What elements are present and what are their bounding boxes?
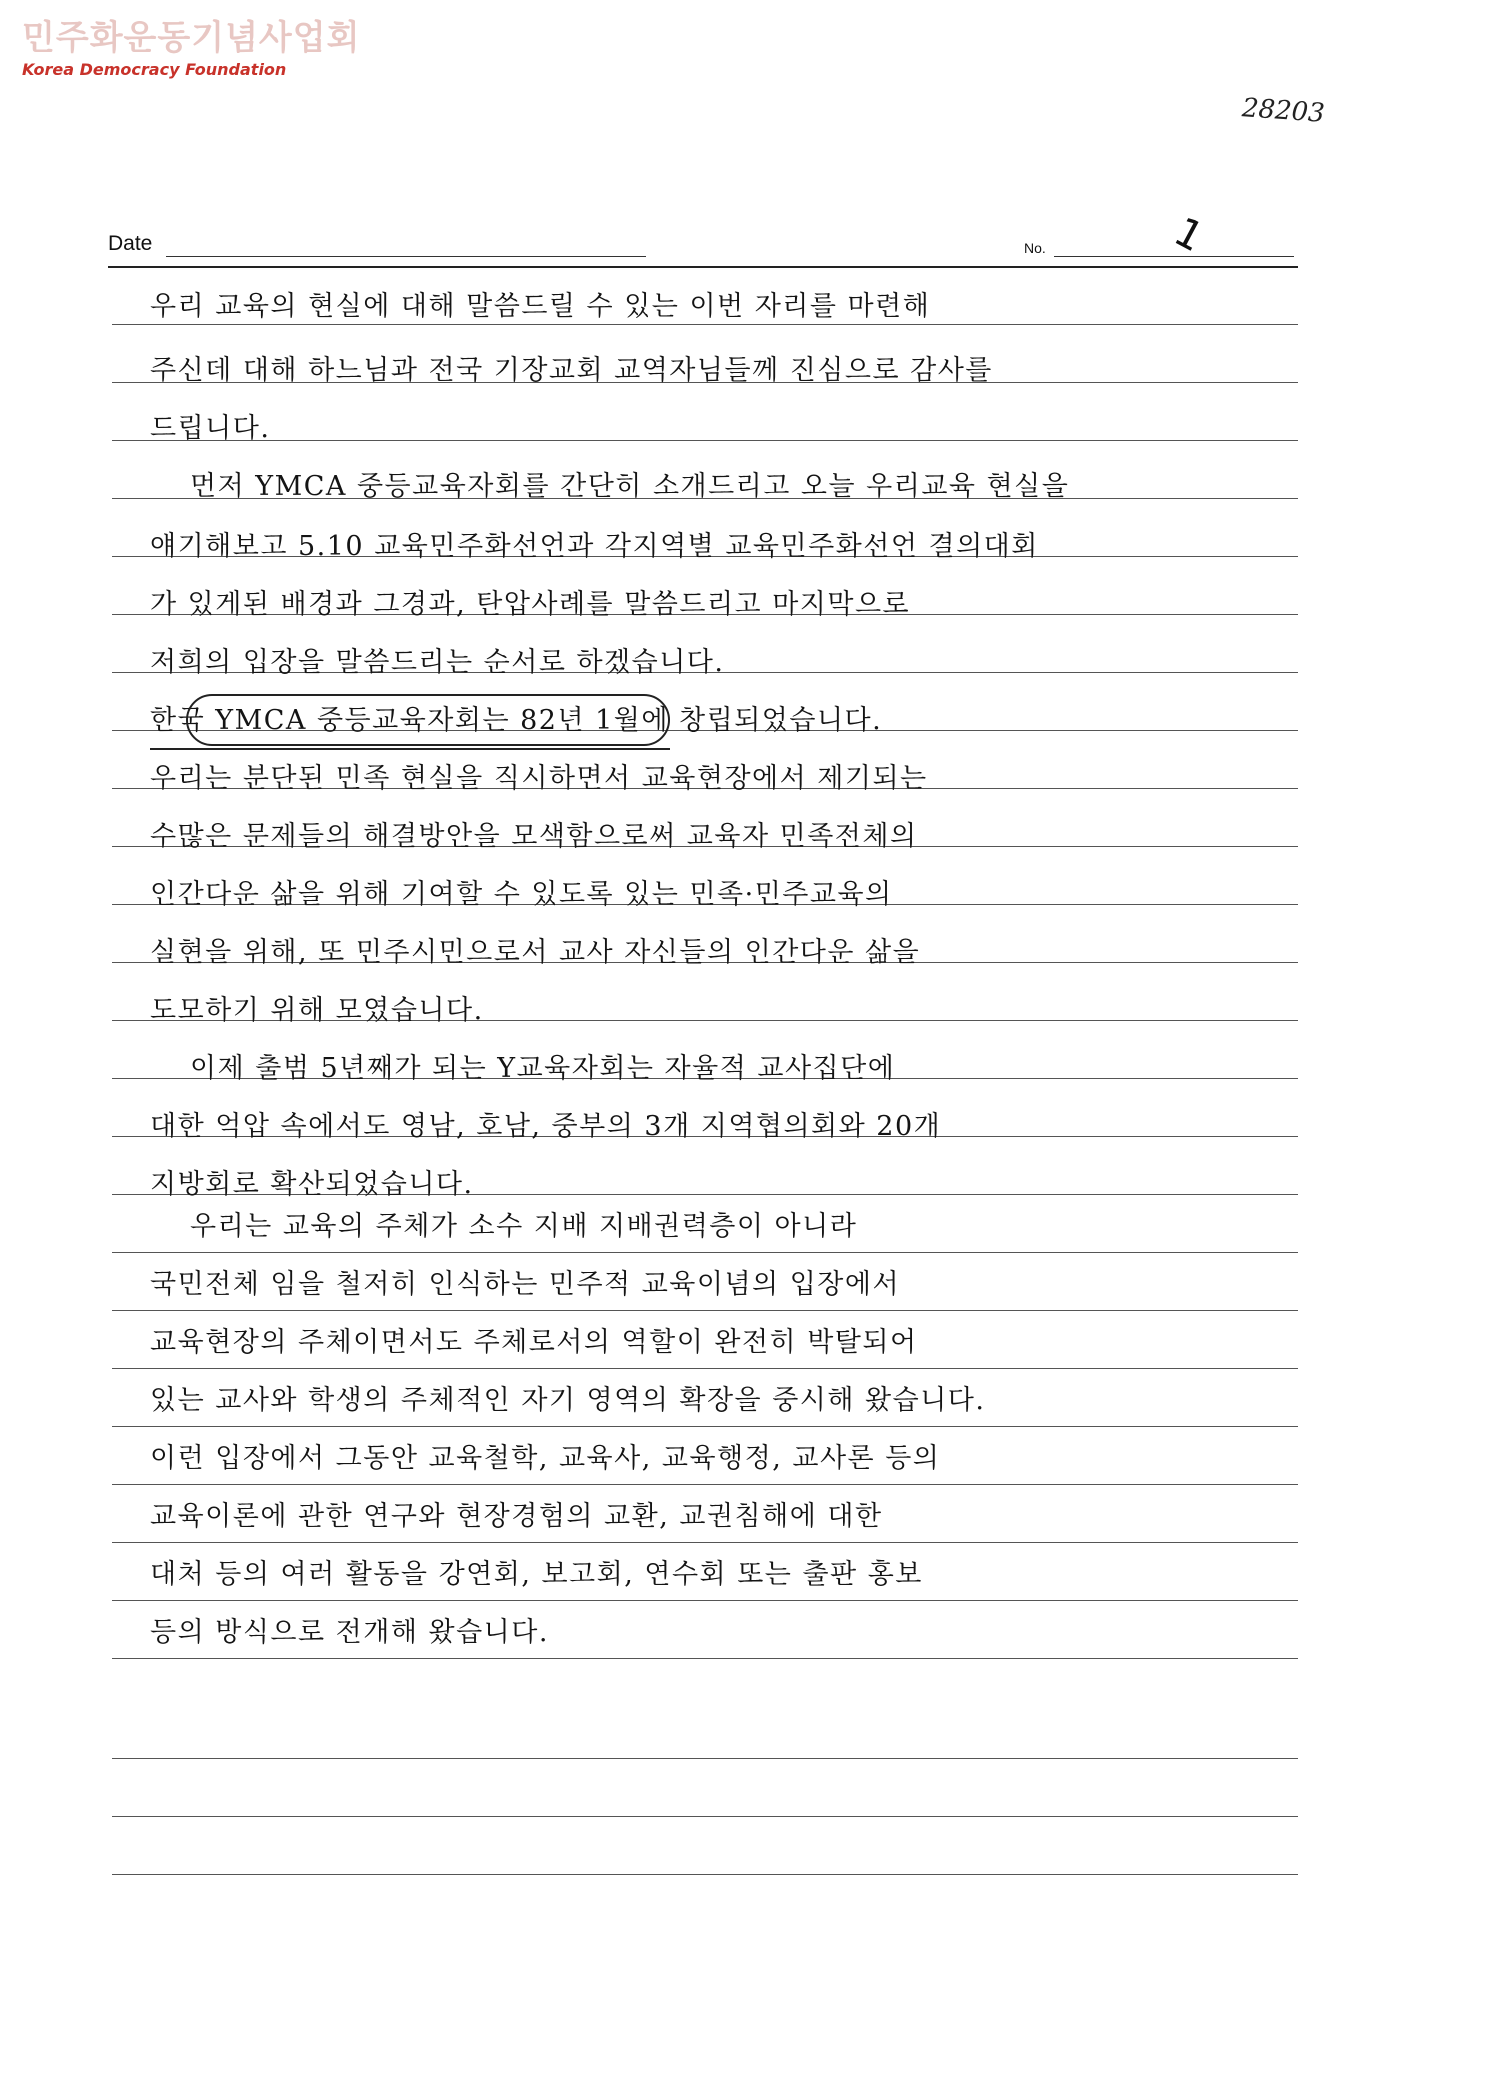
letter-line: 등의 방식으로 전개해 왔습니다. [150,1617,549,1648]
letter-line: 드립니다. [150,413,271,444]
watermark-korean: 민주화운동기념사업회 [22,18,361,58]
ruled-line [112,1252,1298,1253]
letter-line: 교육현장의 주체이면서도 주체로서의 역할이 완전히 박탈되어 [150,1327,918,1358]
letter-line: 가 있게된 배경과 그경과, 탄압사례를 말씀드리고 마지막으로 [150,589,911,620]
letter-line: 한국 YMCA 중등교육자회는 82년 1월에 창립되었습니다. [150,705,883,736]
letter-line: 있는 교사와 학생의 주체적인 자기 영역의 확장을 중시해 왔습니다. [150,1385,986,1416]
letter-line: 대처 등의 여러 활동을 강연회, 보고회, 연수회 또는 출판 홍보 [150,1559,923,1590]
letter-line: 주신데 대해 하느님과 전국 기장교회 교역자님들께 진심으로 감사를 [150,355,993,386]
ruled-line [112,1310,1298,1311]
letter-line: 이제 출범 5년째가 되는 Y교육자회는 자율적 교사집단에 [190,1053,896,1084]
ruled-line [112,1368,1298,1369]
letter-line: 실현을 위해, 또 민주시민으로서 교사 자신들의 인간다운 삶을 [150,937,921,968]
letter-line: 얘기해보고 5.10 교육민주화선언과 각지역별 교육민주화선언 결의대회 [150,531,1039,562]
page-number: 1 [1166,208,1211,262]
ruled-line [112,1484,1298,1485]
letter-line: 대한 억압 속에서도 영남, 호남, 중부의 3개 지역협의회와 20개 [150,1111,942,1142]
letter-line: 수많은 문제들의 해결방안을 모색함으로써 교육자 민족전체의 [150,821,918,852]
date-label: Date [108,232,153,255]
letter-line: 저희의 입장을 말씀드리는 순서로 하겠습니다. [150,647,725,678]
letter-line: 우리는 교육의 주체가 소수 지배 지배권력층이 아니라 [190,1211,858,1242]
letter-line: 도모하기 위해 모였습니다. [150,995,484,1026]
letter-line: 지방회로 확산되었습니다. [150,1169,474,1200]
letter-line: 이런 입장에서 그동안 교육철학, 교육사, 교육행정, 교사론 등의 [150,1443,941,1474]
letter-line: 우리 교육의 현실에 대해 말씀드릴 수 있는 이번 자리를 마련해 [150,291,931,322]
number-field-line [1054,256,1294,257]
ruled-line [112,1600,1298,1601]
ruled-line [112,1542,1298,1543]
number-label: No. [1024,240,1046,256]
ruled-line [112,1874,1298,1875]
ruled-line [112,1426,1298,1427]
circled-phrase-mark [186,694,670,746]
ruled-line [112,1658,1298,1659]
ruled-line [112,1816,1298,1817]
date-field-line [166,256,646,257]
header-rule [108,266,1298,268]
watermark-english: Korea Democracy Foundation [22,60,287,79]
underline-mark [150,748,670,750]
letter-line: 우리는 분단된 민족 현실을 직시하면서 교육현장에서 제기되는 [150,763,928,794]
letter-line: 교육이론에 관한 연구와 현장경험의 교환, 교권침해에 대한 [150,1501,883,1532]
ruled-line [112,1758,1298,1759]
letter-line: 인간다운 삶을 위해 기여할 수 있도록 있는 민족·민주교육의 [150,879,893,910]
archive-number: 28203 [1241,93,1326,129]
letter-line: 국민전체 임을 철저히 인식하는 민주적 교육이념의 입장에서 [150,1269,901,1300]
watermark [22,18,360,80]
letter-line: 먼저 YMCA 중등교육자회를 간단히 소개드리고 오늘 우리교육 현실을 [190,471,1070,502]
